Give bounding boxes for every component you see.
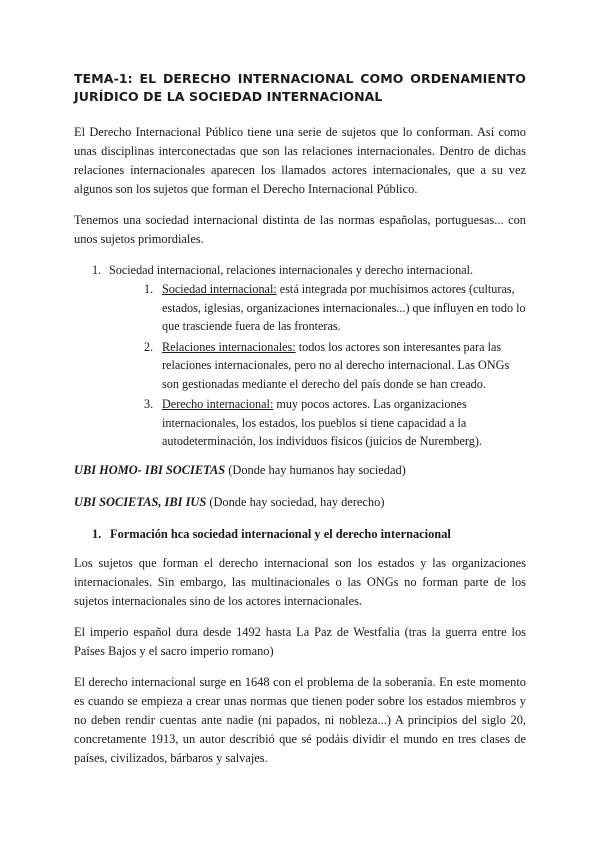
paragraph-origin: El derecho internacional surge en 1648 con el problema de la soberanía. En este momento es cuando se empieza a crear unas normas que tienen poder sobre los estados miembros y no deben rendir cuentas ante nadie (ni papados, ni nobleza...) A principios del siglo 20, concretamente 1913, un autor describió que sé podáis dividir el mundo en tres clases de países, civilizados, bárbaros y salvajes. xyxy=(74,674,526,765)
latin-maxim-bold: UBI SOCIETAS, IBI IUS xyxy=(74,494,207,509)
latin-maxim-homo xyxy=(74,461,526,480)
section-heading-text: Formación hca sociedad internacional y el derecho internacional xyxy=(110,526,451,541)
latin-maxim-translation: (Donde hay humanos hay sociedad) xyxy=(225,462,406,477)
outline-item-1 xyxy=(74,261,526,451)
sub-item-term: Relaciones internacionales: xyxy=(162,339,296,354)
sub-item-number: 3. xyxy=(144,397,154,411)
paragraph-empire: El imperio español dura desde 1492 hasta La Paz de Westfalia (tras la guerra entre los Países Bajos y el sacro imperio romano) xyxy=(74,624,526,658)
section-heading xyxy=(74,525,526,544)
paragraph-intro: El Derecho Internacional Público tiene una serie de sujetos que lo conforman. Así como unas disciplinas interconectadas que son las relaciones internacionales. Dentro de dichas relaciones internacionales aparecen los llamados actores internacionales, que a su vez algunos son los sujetos que forman el Derecho Internacional Público. xyxy=(74,125,526,196)
outline-item-text: Sociedad internacional, relaciones internacionales y derecho internacional. xyxy=(109,263,474,277)
sub-item-relaciones xyxy=(109,338,526,394)
outline-item-number: 1. xyxy=(92,263,102,277)
latin-maxim-translation: (Donde hay sociedad, hay derecho) xyxy=(206,494,385,509)
sub-item-derecho xyxy=(109,395,526,451)
sub-item-term: Sociedad internacional: xyxy=(162,282,277,296)
sub-item-term: Derecho internacional: xyxy=(162,397,274,411)
latin-maxim-bold: UBI HOMO- IBI SOCIETAS xyxy=(74,462,226,477)
sub-item-text: todos los actores son interesantes para las relaciones internacionales, pero no al derecho internacional. Las ONGs son gestionadas mediante el derecho del país donde se han creado. xyxy=(162,339,510,391)
section-heading-number: 1. xyxy=(92,526,102,541)
paragraph-society: Tenemos una sociedad internacional distinta de las normas españolas, portuguesas... con unos sujetos primordiales. xyxy=(74,213,526,246)
paragraph-subjects: Los sujetos que forman el derecho internacional son los estados y las organizaciones internacionales. Sin embargo, las multinacionales o las ONGs no forman parte de los sujetos internacionales sino de los actores internacionales. xyxy=(74,555,526,608)
sub-item-sociedad xyxy=(109,280,526,336)
outline-list xyxy=(74,261,526,451)
sub-item-text: muy pocos actores. Las organizaciones internacionales, los estados, los pueblos si tiene capacidad a la autodeterminación, los individuos físicos (juicios de Nuremberg). xyxy=(162,397,482,448)
sub-item-number: 1. xyxy=(144,282,154,296)
sub-item-number: 2. xyxy=(144,339,154,354)
sub-item-text: está integrada por muchísimos actores (culturas, estados, iglesias, organizaciones internacionales...) que influyen en todo lo que trasciende fuera de las fronteras. xyxy=(162,282,526,333)
sub-list xyxy=(109,280,526,451)
document-title: TEMA-1: EL DERECHO INTERNACIONAL COMO ORDENAMIENTO JURÍDICO DE LA SOCIEDAD INTERNACIONAL xyxy=(74,71,526,104)
latin-maxim-societas xyxy=(74,493,526,512)
